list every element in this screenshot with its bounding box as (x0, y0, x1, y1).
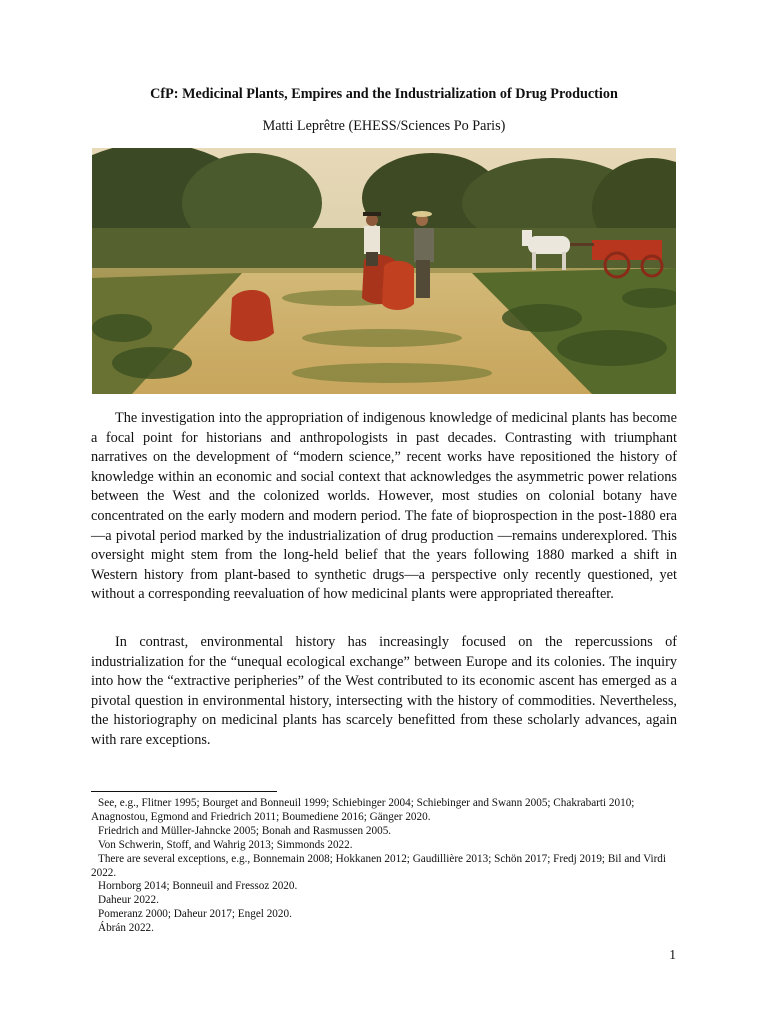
field-illustration (92, 148, 676, 394)
footnote-separator (91, 791, 277, 792)
footnote: There are several exceptions, e.g., Bonnemain 2008; Hokkanen 2012; Gaudillière 2013; Schön 2017; Fredj 2019; Bil and Virdi 2022. (91, 852, 667, 879)
footnotes-list (91, 797, 677, 936)
footnote: Daheur 2022. (98, 894, 159, 907)
footnote: Hornborg 2014; Bonneuil and Fressoz 2020. (98, 880, 298, 893)
document-title: CfP: Medicinal Plants, Empires and the Industrialization of Drug Production (150, 86, 618, 102)
footnote: Von Schwerin, Stoff, and Wahrig 2013; Simmonds 2022. (98, 838, 353, 851)
footnote: Friedrich and Müller-Jahncke 2005; Bonah and Rasmussen 2005. (98, 824, 392, 837)
footnote: Pomeranz 2000; Daheur 2017; Engel 2020. (98, 908, 292, 921)
author-line: Matti Leprêtre (EHESS/Sciences Po Paris) (262, 118, 506, 134)
page-number: 1 (669, 947, 676, 962)
footnote: See, e.g., Flitner 1995; Bourget and Bonneuil 1999; Schiebinger 2004; Schiebinger and Swann 2005; Chakrabarti 2010; Anagnostou, Egmond and Friedrich 2011; Boumediene 2016; Gänger 2020. (91, 797, 635, 823)
footnote: Ábrán 2022. (98, 922, 154, 935)
body-paragraph: The investigation into the appropriation of indigenous knowledge of medicinal plants has become a focal point for historians and anthropologists in past decades. Contrasting with triumphant narratives on the development of “modern science,” recent works have repositioned the history of knowledge within an economic and social context that acknowledges the asymmetric power relations between the West and the colonized worlds. However, most studies on colonial botany have concentrated on the early modern and modern period. The fate of bioprospection in the post-1880 era—a pivotal period marked by the industrialization of drug production —remains underexplored. This oversight might stem from the long-held belief that the years following 1880 marked a shift in Western history from plant-based to synthetic drugs—a perspective only recently questioned, yet without a corresponding reevaluation of how medicinal plants were appropriated thereafter. (91, 410, 677, 603)
body-paragraph: In contrast, environmental history has increasingly focused on the repercussions of industrialization for the “unequal ecological exchange” between Europe and its colonies. The inquiry into how the “extractive peripheries” of the West contributed to its economic ascent has emerged as a pivotal question in environmental history, intersecting with the history of commodities. Nevertheless, the historiography on medicinal plants has scarcely benefitted from these scholarly advances, again with rare exceptions. (91, 634, 677, 748)
